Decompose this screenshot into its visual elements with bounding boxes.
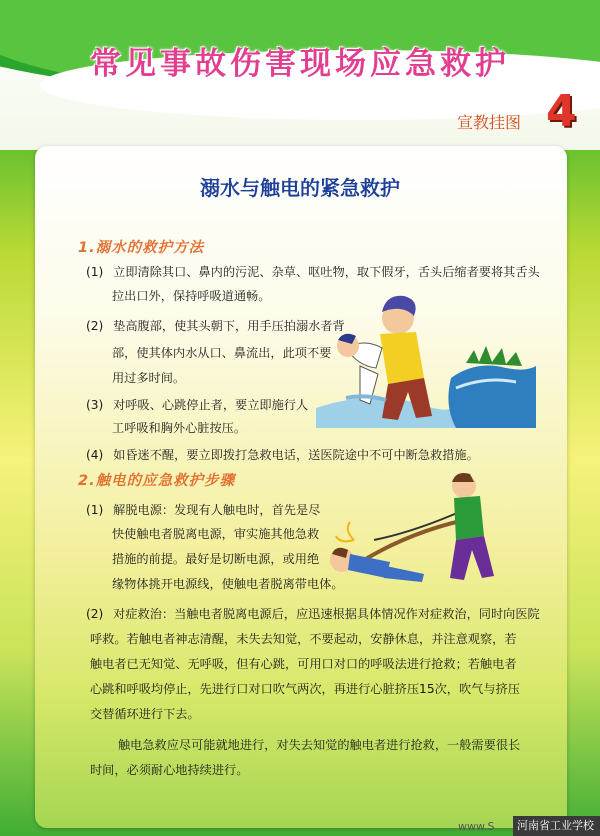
item-number: (1) [86,265,104,279]
watermark: 河南省工业学校 [513,816,600,836]
item-text-line: 拉出口外，保持呼吸道通畅。 [112,289,271,303]
item-text: 对呼吸、心跳停止者，要立即施行人 [113,398,309,412]
list-item [86,260,556,284]
item-text-line: 用过多时间。 [112,371,186,385]
item-number: (4) [86,448,104,462]
item-number: (1) [86,503,104,517]
drowning-rescue-illustration [316,288,536,428]
item-text: 垫高腹部，使其头朝下，用手压拍溺水者背 [113,319,345,333]
watermark-prefix: www.S [458,820,495,833]
section-heading-drowning: 1.溺水的救护方法 [78,240,205,256]
list-item [86,393,308,417]
item-text-line: 措施的前提。最好是切断电源，或用绝 [112,552,320,566]
item-text-line: 部，使其体内水从口、鼻流出，此项不要 [112,346,332,360]
list-item [86,314,345,338]
series-label: 宣教挂图 [457,113,522,132]
note-line: 时间，必须耐心地持续进行。 [90,763,249,777]
item-number: (3) [86,398,104,412]
item-text-line: 触电者已无知觉、无呼吸，但有心跳，可用口对口的呼吸法进行抢救；若触电者 [90,657,517,671]
poster-title: 常见事故伤害现场应急救护 [90,46,510,82]
item-text-line: 心跳和呼吸均停止，先进行口对口吹气两次，再进行心脏挤压15次，吹气与挤压 [90,682,520,696]
list-item [86,602,540,626]
electric-shock-rescue-illustration [314,470,534,590]
item-text: 对症救治：当触电者脱离电源后，应迅速根据具体情况作对症救治，同时向医院 [113,607,540,621]
section-heading-electric-shock: 2.触电的应急救护步骤 [78,473,236,489]
note-line: 触电急救应尽可能就地进行，对失去知觉的触电者进行抢救，一般需要很长 [118,738,521,752]
item-text: 立即清除其口、鼻内的污泥、杂草、呕吐物，取下假牙，舌头后缩者要将其舌头 [113,265,540,279]
section-title: 溺水与触电的紧急救护 [200,176,400,200]
series-number: 4 [546,86,577,137]
item-text-line: 呼救。若触电者神志清醒，未失去知觉，不要起动，安静休息，并注意观察，若 [90,632,517,646]
list-item [86,498,320,522]
item-number: (2) [86,319,104,333]
item-text-line: 工呼吸和胸外心脏按压。 [112,421,247,435]
item-text: 解脱电源：发现有人触电时，首先是尽 [113,503,321,517]
item-text-line: 交替循环进行下去。 [90,707,200,721]
item-number: (2) [86,607,104,621]
list-item [86,443,479,467]
item-text-line: 快使触电者脱离电源，审实施其他急救 [112,527,320,541]
item-text: 如昏迷不醒，要立即拨打急救电话，送医院途中不可中断急救措施。 [113,448,479,462]
item-text-line: 缘物体挑开电源线，使触电者脱离带电体。 [112,577,344,591]
